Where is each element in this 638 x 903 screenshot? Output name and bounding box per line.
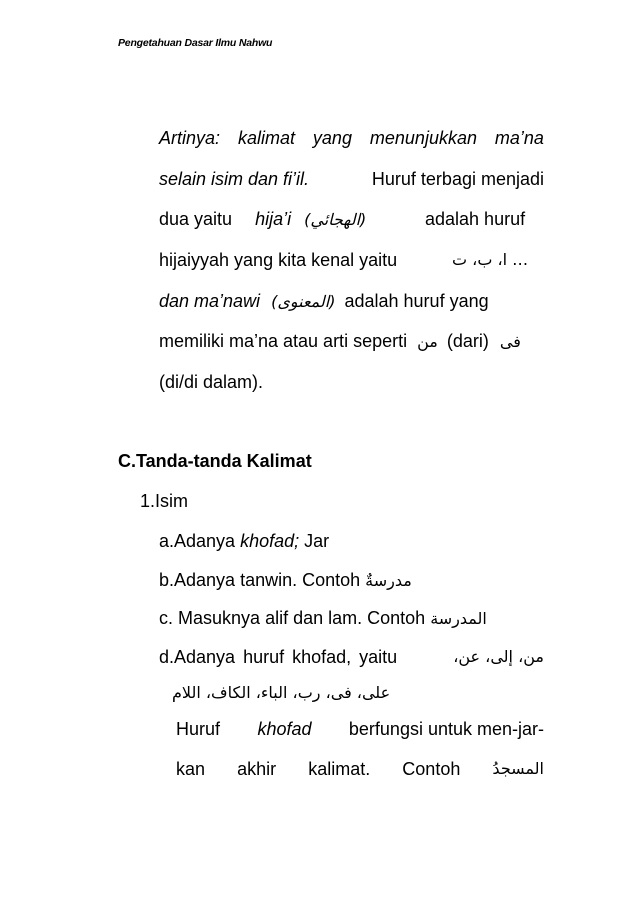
text-segment: Huruf: [176, 719, 221, 739]
paragraph-line-3a: [159, 208, 366, 231]
arabic-letters: … ا، ب، ت: [452, 250, 529, 269]
subheading-isim: [140, 490, 188, 512]
text-segment: hija’i: [255, 209, 292, 229]
text-segment: dan ma’nawi: [159, 291, 261, 311]
list-item-b: [159, 569, 412, 592]
section-title: Tanda-tanda Kalimat: [136, 451, 312, 471]
text-segment: dua yaitu: [159, 209, 233, 229]
list-item-a: [159, 530, 329, 552]
sub-label: 1.: [140, 491, 156, 511]
arabic-example: المسجدُ: [492, 759, 544, 778]
text-segment: kalimat.: [308, 759, 371, 779]
item-text: Jar: [304, 531, 330, 551]
item-text: Adanya: [174, 531, 236, 551]
word: Artinya:: [159, 128, 221, 148]
text-segment: Huruf terbagi menjadi: [371, 169, 544, 189]
arabic-huruf-list-2: على، فى، رب، الباء، الكاف، اللام: [172, 683, 391, 702]
item-text: Adanya huruf khofad, yaitu: [174, 647, 398, 667]
arabic-word: من: [417, 332, 438, 351]
word: kalimat: [237, 128, 295, 148]
section-label: C.: [118, 451, 136, 471]
word: yang: [312, 128, 352, 148]
text-segment: kan: [176, 759, 206, 779]
text-segment: memiliki ma’na atau arti seperti: [159, 331, 408, 351]
text-segment: selain isim dan fi’il.: [159, 169, 310, 189]
text-segment: Contoh: [402, 759, 461, 779]
text-segment: berfungsi untuk men-jar-: [348, 719, 544, 739]
arabic-example: المدرسة: [430, 609, 487, 628]
paragraph-line-6: [159, 330, 521, 353]
list-item-c: [159, 607, 487, 630]
item-italic: khofad;: [240, 531, 300, 551]
page-header: Pengetahuan Dasar Ilmu Nahwu: [118, 37, 273, 49]
item-label: b.: [159, 570, 175, 590]
sub-title: Isim: [155, 491, 189, 511]
paragraph-line-3b: adalah huruf: [425, 209, 526, 229]
paragraph-line-1: [159, 127, 544, 149]
paragraph-line-7: (di/di dalam).: [159, 372, 264, 392]
explanation-line-2: [176, 758, 544, 780]
section-heading: [118, 450, 312, 472]
text-segment: akhir: [237, 759, 277, 779]
item-text: Masuknya alif dan lam. Contoh: [178, 608, 426, 628]
paragraph-line-5: [159, 290, 489, 313]
arabic-text: (المعنوى): [271, 292, 336, 311]
text-segment: (dari): [446, 331, 489, 351]
item-label: d.: [159, 647, 175, 667]
word: ma’na: [494, 128, 544, 148]
arabic-word: فى: [499, 332, 521, 351]
paragraph-line-2: [159, 168, 544, 190]
arabic-example: مدرسةٌ: [365, 571, 412, 590]
item-label: c.: [159, 608, 174, 628]
text-segment: khofad: [257, 719, 312, 739]
arabic-huruf-list-1: من، إلى، عن،: [453, 647, 544, 666]
explanation-line-1: [176, 718, 544, 740]
item-label: a.: [159, 531, 175, 551]
arabic-text: (الهجائي): [304, 210, 367, 229]
word: menunjukkan: [369, 128, 477, 148]
paragraph-line-4: hijaiyyah yang kita kenal yaitu: [159, 250, 398, 270]
text-segment: adalah huruf yang: [344, 291, 489, 311]
item-text: Adanya tanwin. Contoh: [174, 570, 361, 590]
